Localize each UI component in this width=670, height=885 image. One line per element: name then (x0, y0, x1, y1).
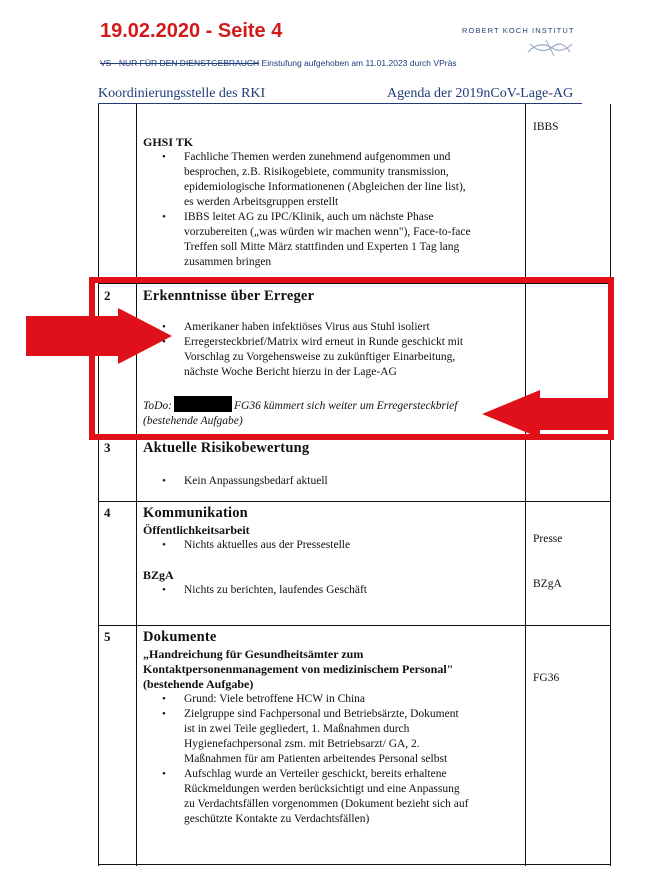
rki-logo (462, 26, 612, 62)
todo-label: ToDo: (143, 400, 172, 412)
header-left: Koordinierungsstelle des RKI (98, 86, 266, 101)
row5-bullet-2 (184, 707, 524, 767)
text-line: zu Verdachtsfällen vorgenommen (Dokument bezieht sich auf (184, 798, 469, 810)
red-arrow-icon (26, 308, 172, 364)
text-line: besprochen, z.B. Risikogebiete, community transmission, (184, 166, 449, 178)
text-line: vorzubereiten („was würden wir machen wenn"), Face-to-face (184, 226, 471, 238)
text-line: Maßnahmen für am Patienten arbeitendes Personal selbst (184, 753, 448, 765)
table-border-bottom (98, 864, 611, 865)
table-col-divider-1 (136, 104, 137, 866)
row4-bullet-2 (184, 583, 524, 598)
todo-text: FG36 kümmert sich weiter um Erregersteckbrief (233, 400, 458, 412)
text-line: • Kein Anpassungsbedarf aktuell (184, 475, 328, 487)
text-line: • Erregersteckbrief/Matrix wird erneut in Runde geschickt mit (184, 336, 464, 348)
text-line: Treffen soll Mitte März stattfinden und Experten 1 Tag lang (184, 241, 460, 253)
text-line: • Nichts zu berichten, laufendes Geschäft (184, 584, 367, 596)
row4-responsible-2: BZgA (533, 578, 562, 590)
row3-bullet-1 (184, 474, 524, 489)
page-title: 19.02.2020 - Seite 4 (100, 20, 283, 42)
header-rule (98, 103, 582, 104)
text-line: Hygienefachpersonal zsm. mit Betriebsarzt/ GA, 2. (184, 738, 420, 750)
logo-text: ROBERT KOCH INSTITUT (462, 26, 575, 35)
text-line: • Grund: Viele betroffene HCW in China (184, 693, 366, 705)
text-line: ist in zwei Teile gegliedert, 1. Maßnahmen durch (184, 723, 410, 735)
red-arrow-icon (482, 390, 610, 438)
text-line: (bestehende Aufgabe) (143, 677, 254, 691)
row5-title: Dokumente (143, 629, 217, 645)
text-line: • Fachliche Themen werden zunehmend aufgenommen und (184, 151, 451, 163)
row5-bullet-3 (184, 767, 524, 827)
table-border-left (98, 104, 99, 866)
todo-text-2: (bestehende Aufgabe) (143, 415, 243, 427)
text-line: Vorschlag zu Vorgehensweise zu zukünftiger Einarbeitung, (184, 351, 456, 363)
table-border-right (610, 104, 611, 866)
text-line: epidemiologische Informationenen (Abgleichen der line list), (184, 181, 466, 193)
classification-struck: VS - NUR FÜR DEN DIENSTGEBRAUCH (100, 58, 260, 68)
row1-subtitle: GHSI TK (143, 135, 194, 149)
row3-number: 3 (104, 440, 111, 455)
row2-number: 2 (104, 288, 111, 303)
row1-responsible: IBBS (533, 121, 559, 133)
classification-note: Einstufung aufgehoben am 11.01.2023 durch VPräs (261, 58, 457, 68)
text-line: geschützte Kontakte zu Verdachtsfällen) (184, 813, 370, 825)
row5-bullet-1 (184, 692, 524, 707)
row4-number: 4 (104, 505, 111, 520)
row2-title: Erkenntnisse über Erreger (143, 288, 315, 304)
row1-bullet-2 (184, 210, 524, 270)
rki-logo-icon (526, 36, 574, 60)
row4-responsible-1: Presse (533, 533, 563, 545)
text-line: „Handreichung für Gesundheitsämter zum (143, 647, 364, 661)
text-line: • Zielgruppe sind Fachpersonal und Betriebsärzte, Dokument (184, 708, 459, 720)
row4-bullet-1 (184, 538, 524, 553)
row5-number: 5 (104, 629, 111, 644)
table-row-divider (98, 625, 611, 626)
text-line: • Aufschlag wurde an Verteiler geschickt, bereits erhaltene (184, 768, 447, 780)
classification-line (100, 58, 457, 68)
text-line: Rückmeldungen werden berücksichtigt und eine Anpassung (184, 783, 460, 795)
text-line: Kontaktpersonenmanagement von medizinischem Personal" (143, 662, 454, 676)
row3-title: Aktuelle Risikobewertung (143, 440, 310, 456)
table-col-divider-2 (525, 104, 526, 866)
text-line: nächste Woche Bericht hierzu in der Lage-AG (184, 366, 397, 378)
row5-responsible: FG36 (533, 672, 560, 684)
row4-subtitle-2: BZgA (143, 568, 174, 582)
row4-title: Kommunikation (143, 505, 248, 521)
row5-subtitle (143, 647, 523, 692)
header-right: Agenda der 2019nCoV-Lage-AG (387, 86, 574, 101)
text-line: zusammen bringen (184, 256, 272, 268)
text-line: • Nichts aktuelles aus der Pressestelle (184, 539, 351, 551)
text-line: • IBBS leitet AG zu IPC/Klinik, auch um nächste Phase (184, 211, 434, 223)
row4-subtitle: Öffentlichkeitsarbeit (143, 523, 250, 537)
row1-bullet-1 (184, 150, 524, 210)
text-line: es werden Arbeitsgruppen erstellt (184, 196, 339, 208)
text-line: • Amerikaner haben infektiöses Virus aus Stuhl isoliert (184, 321, 430, 333)
table-row-divider (98, 501, 611, 502)
